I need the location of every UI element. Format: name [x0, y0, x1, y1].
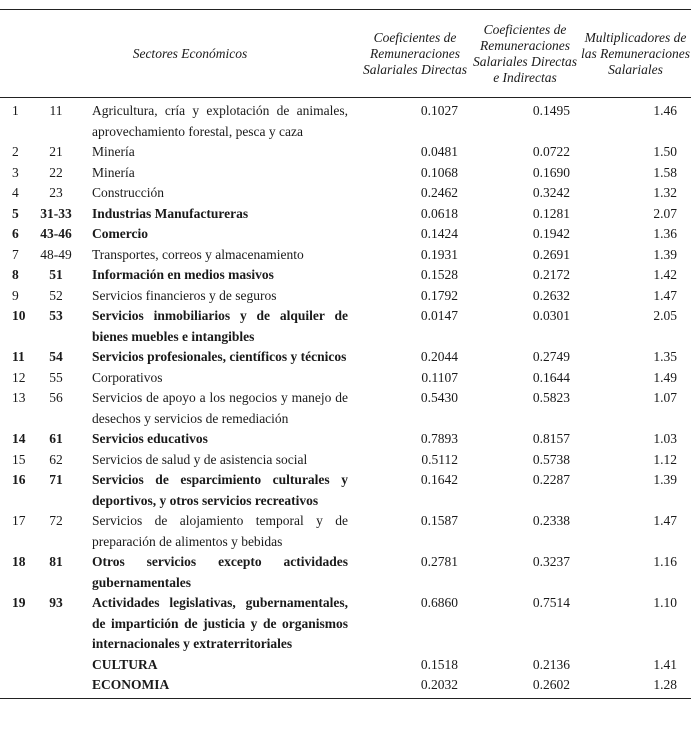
- direct-coefficient: 0.0147: [420, 308, 458, 323]
- table-row: [0, 429, 691, 450]
- multiplier: 1.32: [653, 185, 677, 200]
- scian-code: 55: [49, 369, 63, 385]
- table-row: [0, 245, 691, 266]
- scian-code: 71: [49, 472, 63, 487]
- row-number: 8: [12, 267, 19, 282]
- header-direct-indirect-coefficients: Coeficientes de Remuneraciones Salariales Directas e Indirectas: [472, 21, 578, 85]
- direct-coefficient: 0.2032: [420, 677, 458, 692]
- direct-indirect-coefficient: 0.2338: [532, 513, 570, 528]
- direct-indirect-coefficient: 0.2287: [532, 472, 570, 487]
- table-row: [0, 552, 691, 593]
- row-number: 3: [12, 164, 19, 180]
- direct-coefficient: 0.2462: [420, 185, 458, 200]
- direct-coefficient: 0.1587: [420, 513, 458, 528]
- direct-coefficient: 0.1642: [420, 472, 458, 487]
- direct-coefficient: 0.1424: [420, 226, 458, 241]
- row-number: 4: [12, 185, 19, 200]
- direct-indirect-coefficient: 0.2632: [532, 287, 570, 303]
- row-number: 5: [12, 205, 19, 221]
- multiplier: 1.49: [653, 369, 677, 385]
- direct-indirect-coefficient: 0.5738: [532, 451, 570, 467]
- scian-code: [28, 655, 84, 676]
- direct-coefficient: 0.5112: [421, 451, 458, 467]
- table-body: [0, 98, 691, 698]
- scian-code: 54: [49, 349, 63, 364]
- scian-code: 11: [49, 103, 63, 118]
- direct-coefficient: 0.1027: [420, 103, 458, 118]
- sector-name: ECONOMIA: [92, 677, 170, 692]
- multiplier: 1.12: [653, 451, 677, 467]
- row-number: 11: [12, 349, 25, 364]
- sector-name: CULTURA: [92, 656, 158, 672]
- bottom-rule: [0, 698, 691, 699]
- multiplier: 1.58: [653, 164, 677, 180]
- direct-indirect-coefficient: 0.8157: [532, 431, 570, 446]
- direct-indirect-coefficient: 0.5823: [532, 390, 570, 405]
- sector-name: Servicios financieros y de seguros: [92, 287, 277, 303]
- direct-indirect-coefficient: 0.7514: [532, 595, 570, 610]
- multiplier: 1.39: [653, 472, 677, 487]
- sector-name: Otros servicios excepto actividades gubernamentales: [92, 554, 348, 590]
- direct-coefficient: 0.1107: [421, 369, 458, 385]
- multiplier: 2.05: [653, 308, 677, 323]
- table-row: [0, 675, 691, 696]
- table-row: [0, 347, 691, 368]
- direct-indirect-coefficient: 0.2602: [532, 677, 570, 692]
- direct-coefficient: 0.5430: [420, 390, 458, 405]
- sector-name: Transportes, correos y almacenamiento: [92, 246, 304, 262]
- table-row: [0, 142, 691, 163]
- multiplier: 1.42: [653, 267, 677, 282]
- sector-name: Servicios inmobiliarios y de alquiler de bienes muebles e intangibles: [92, 308, 348, 344]
- direct-indirect-coefficient: 0.1495: [532, 103, 570, 118]
- sector-name: Comercio: [92, 226, 148, 241]
- table-row: [0, 655, 691, 676]
- direct-indirect-coefficient: 0.3237: [532, 554, 570, 569]
- scian-code: 93: [49, 595, 63, 610]
- sector-name: Actividades legislativas, gubernamentales, de impartición de justicia y de organismos internacionales y extraterritoriales: [92, 595, 348, 651]
- sector-name: Minería: [92, 164, 135, 180]
- scian-code: 52: [49, 287, 63, 303]
- direct-indirect-coefficient: 0.0722: [532, 144, 570, 159]
- salary-coefficients-table: [0, 9, 691, 699]
- table-row: [0, 224, 691, 245]
- row-number: 16: [12, 472, 26, 487]
- direct-coefficient: 0.2044: [420, 349, 458, 364]
- row-number: [0, 655, 28, 676]
- direct-coefficient: 0.1518: [420, 656, 458, 672]
- sector-name: Industrias Manufactureras: [92, 205, 249, 221]
- multiplier: 1.28: [653, 677, 677, 692]
- row-number: 15: [12, 451, 26, 467]
- row-number: 14: [12, 431, 26, 446]
- row-number: 10: [12, 308, 26, 323]
- sector-name: Construcción: [92, 185, 164, 200]
- multiplier: 2.07: [653, 205, 677, 221]
- multiplier: 1.36: [653, 226, 677, 241]
- sector-name: Información en medios masivos: [92, 267, 274, 282]
- direct-indirect-coefficient: 0.1690: [532, 164, 570, 180]
- sector-name: Servicios de salud y de asistencia social: [92, 451, 308, 467]
- row-number: [0, 675, 28, 696]
- direct-coefficient: 0.1068: [420, 164, 458, 180]
- multiplier: 1.03: [653, 431, 677, 446]
- direct-coefficient: 0.1528: [420, 267, 458, 282]
- multiplier: 1.46: [653, 103, 677, 118]
- row-number: 13: [12, 390, 26, 405]
- multiplier: 1.39: [653, 246, 677, 262]
- table-row: [0, 265, 691, 286]
- header-direct-coefficients: Coeficientes de Remuneraciones Salariales Directas: [362, 29, 468, 77]
- scian-code: 43-46: [40, 226, 72, 241]
- sector-name: Servicios de apoyo a los negocios y manejo de desechos y servicios de remediación: [92, 390, 348, 426]
- direct-indirect-coefficient: 0.2136: [532, 656, 570, 672]
- direct-indirect-coefficient: 0.2172: [532, 267, 570, 282]
- multiplier: 1.07: [653, 390, 677, 405]
- scian-code: 23: [49, 185, 63, 200]
- scian-code: 72: [49, 513, 63, 528]
- row-number: 9: [12, 287, 19, 303]
- sector-name: Servicios de alojamiento temporal y de preparación de alimentos y bebidas: [92, 513, 348, 549]
- multiplier: 1.41: [653, 656, 677, 672]
- scian-code: [28, 675, 84, 696]
- row-number: 17: [12, 513, 26, 528]
- scian-code: 53: [49, 308, 63, 323]
- scian-code: 56: [49, 390, 63, 405]
- header-multipliers: Multiplicadores de las Remuneraciones Salariales: [580, 29, 691, 77]
- direct-indirect-coefficient: 0.3242: [532, 185, 570, 200]
- multiplier: 1.47: [653, 287, 677, 303]
- row-number: 7: [12, 246, 19, 262]
- direct-coefficient: 0.6860: [420, 595, 458, 610]
- table-row: [0, 163, 691, 184]
- multiplier: 1.35: [653, 349, 677, 364]
- direct-coefficient: 0.2781: [420, 554, 458, 569]
- table-row: [0, 306, 691, 347]
- table-header: [0, 10, 691, 97]
- table-row: [0, 101, 691, 142]
- direct-coefficient: 0.0618: [420, 205, 458, 221]
- scian-code: 31-33: [40, 205, 72, 221]
- multiplier: 1.50: [653, 144, 677, 159]
- header-sectors: Sectores Económicos: [132, 45, 248, 61]
- direct-indirect-coefficient: 0.1281: [532, 205, 570, 221]
- scian-code: 21: [49, 144, 63, 159]
- table-row: [0, 183, 691, 204]
- sector-name: Servicios de esparcimiento culturales y deportivos, y otros servicios recreativos: [92, 472, 348, 508]
- scian-code: 81: [49, 554, 63, 569]
- sector-name: Minería: [92, 144, 135, 159]
- direct-coefficient: 0.1792: [420, 287, 458, 303]
- direct-coefficient: 0.7893: [420, 431, 458, 446]
- scian-code: 22: [49, 164, 63, 180]
- table-row: [0, 286, 691, 307]
- sector-name: Agricultura, cría y explotación de animales, aprovechamiento forestal, pesca y caza: [92, 103, 348, 139]
- direct-indirect-coefficient: 0.2749: [532, 349, 570, 364]
- direct-indirect-coefficient: 0.0301: [532, 308, 570, 323]
- table-row: [0, 593, 691, 655]
- direct-coefficient: 0.0481: [420, 144, 458, 159]
- table-row: [0, 204, 691, 225]
- scian-code: 62: [49, 451, 63, 467]
- row-number: 18: [12, 554, 26, 569]
- scian-code: 48-49: [40, 246, 72, 262]
- direct-indirect-coefficient: 0.1942: [532, 226, 570, 241]
- multiplier: 1.47: [653, 513, 677, 528]
- row-number: 2: [12, 144, 19, 159]
- scian-code: 61: [49, 431, 63, 446]
- direct-indirect-coefficient: 0.1644: [532, 369, 570, 385]
- row-number: 1: [12, 103, 19, 118]
- row-number: 6: [12, 226, 19, 241]
- multiplier: 1.10: [653, 595, 677, 610]
- multiplier: 1.16: [653, 554, 677, 569]
- sector-name: Servicios educativos: [92, 431, 208, 446]
- table-row: [0, 388, 691, 429]
- table-row: [0, 470, 691, 511]
- row-number: 19: [12, 595, 26, 610]
- table-row: [0, 511, 691, 552]
- row-number: 12: [12, 369, 26, 385]
- direct-coefficient: 0.1931: [420, 246, 458, 262]
- scian-code: 51: [49, 267, 63, 282]
- table-row: [0, 450, 691, 471]
- direct-indirect-coefficient: 0.2691: [532, 246, 570, 262]
- sector-name: Servicios profesionales, científicos y técnicos: [92, 349, 347, 364]
- table-row: [0, 368, 691, 389]
- sector-name: Corporativos: [92, 369, 163, 385]
